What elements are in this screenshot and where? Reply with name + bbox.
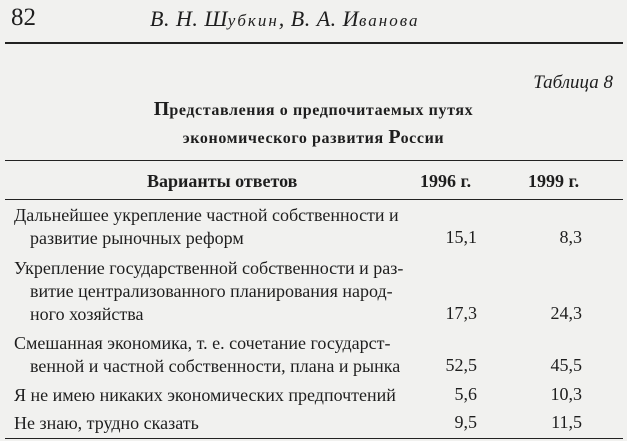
- title-text: оссии: [400, 130, 445, 147]
- table-top-rule: [5, 160, 623, 161]
- row-text-line: венной и частной собственности, плана и рынка: [30, 356, 401, 376]
- title-text: экономического развития: [182, 130, 389, 147]
- table-label: Таблица 8: [533, 72, 613, 93]
- row-text-line: Смешанная экономика, т. е. сочетание государст-: [14, 333, 391, 353]
- cell-1996: 52,5: [445, 355, 477, 375]
- row-text-line: ного хозяйства: [30, 304, 144, 324]
- column-header-answer: Варианты ответов: [147, 171, 298, 191]
- row-text-line: Укрепление государственной собственности и раз-: [14, 258, 404, 278]
- page-number: 82: [11, 4, 36, 31]
- table-row: [14, 384, 396, 407]
- cell-1996: 17,3: [445, 303, 477, 323]
- table-bottom-rule: [5, 438, 623, 439]
- header-rule: [5, 42, 623, 44]
- author-part: ванова: [359, 11, 420, 30]
- cell-1999: 11,5: [551, 412, 582, 432]
- author-part: , В. А. И: [278, 6, 360, 31]
- cell-1996: 9,5: [454, 412, 477, 432]
- title-line-2: [0, 124, 627, 152]
- table-row: [14, 332, 400, 378]
- cell-1999: 24,3: [550, 303, 582, 323]
- cell-1999: 10,3: [550, 384, 582, 404]
- row-text-line: витие централизованного планирования народ-: [30, 281, 393, 301]
- cell-1996: 5,6: [454, 384, 477, 404]
- row-text-line: Не знаю, трудно сказать: [14, 413, 199, 433]
- cell-1999: 8,3: [559, 227, 582, 247]
- table-header-rule: [5, 199, 623, 200]
- title-text: редставления о предпочитаемых путях: [169, 102, 474, 119]
- table-row: [14, 412, 199, 435]
- cell-1999: 45,5: [550, 355, 582, 375]
- title-cap: Р: [388, 126, 401, 148]
- author-part: убкин: [227, 11, 279, 30]
- title-line-1: [0, 96, 627, 124]
- title-cap: П: [153, 98, 170, 120]
- running-head: [150, 6, 420, 32]
- column-header-1996: 1996 г.: [420, 171, 472, 191]
- table-row: [14, 257, 403, 326]
- cell-1996: 15,1: [445, 227, 477, 247]
- column-header-1999: 1999 г.: [528, 171, 580, 191]
- table-title: [0, 96, 627, 152]
- row-text-line: Дальнейшее укрепление частной собственности и: [14, 205, 399, 225]
- row-text-line: развитие рыночных реформ: [30, 228, 244, 248]
- author-part: В. Н. Ш: [150, 6, 228, 31]
- row-text-line: Я не имею никаких экономических предпочтений: [14, 385, 396, 405]
- table-row: [14, 204, 399, 250]
